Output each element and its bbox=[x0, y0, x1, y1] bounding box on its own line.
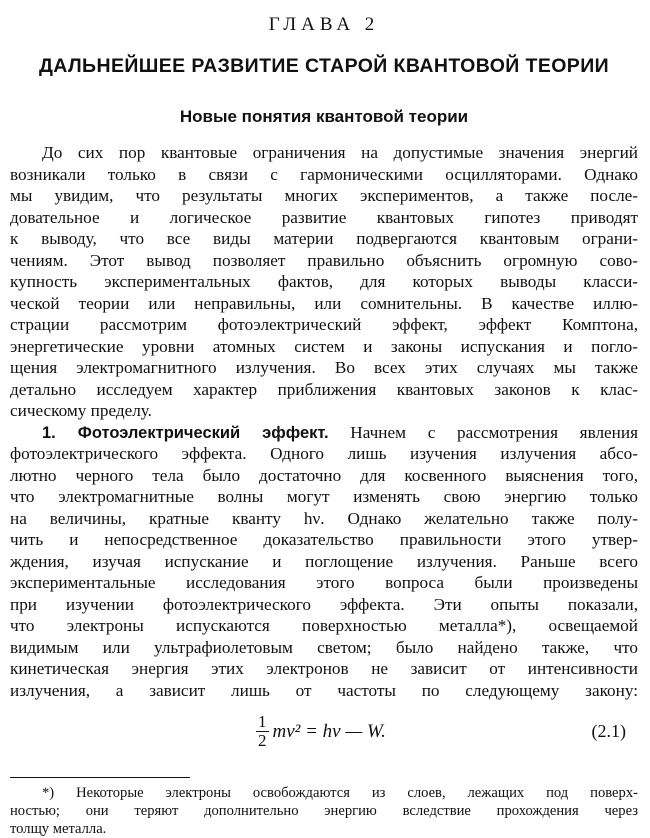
text-line: видимым или ультрафиолетовым светом; было найдено также, что bbox=[10, 637, 638, 657]
footnote-line: *) Некоторые электроны освобождаются из слоев, лежащих под поверх- bbox=[42, 785, 638, 801]
footnote-line: ностью; они теряют дополнительно энергию вследствие прохождения через bbox=[10, 803, 638, 819]
fraction bbox=[256, 713, 269, 750]
equation-text: mv² = hν — W. bbox=[272, 720, 386, 742]
text-line: мы увидим, что результаты многих экспериментов, а также после- bbox=[10, 186, 638, 205]
text-line: щения электромагнитного излучения. Во всех этих случаях мы также bbox=[10, 358, 638, 377]
text-line: лютно черного тела было достаточно для косвенного выяснения того, bbox=[10, 465, 638, 485]
subsection-heading: 1. Фотоэлектрический эффект. bbox=[42, 423, 329, 442]
body-text bbox=[10, 142, 638, 701]
text-line: страции рассмотрим фотоэлектрический эффект, эффект Комптона, bbox=[10, 315, 638, 334]
text-line: возникали только в связи с гармоническими осцилляторами. Однако bbox=[10, 164, 638, 184]
equation-body bbox=[256, 713, 386, 750]
text-line: что электроны испускаются поверхностью металла*), освещаемой bbox=[10, 616, 638, 635]
text-line: сическому пределу. bbox=[10, 401, 152, 420]
footnote-line: толщу металла. bbox=[10, 821, 107, 837]
text-line: экспериментальные исследования этого вопроса были произведены bbox=[10, 573, 638, 592]
text-line: излучения, а зависит лишь от частоты по следующему закону: bbox=[10, 680, 638, 700]
text-line: ждения, изучая испускание и поглощение излучения. Раньше всего bbox=[10, 551, 638, 571]
footnote-divider bbox=[10, 777, 190, 778]
text-line: что электромагнитные волны могут изменять свою энергию только bbox=[10, 487, 638, 506]
text-line: детально исследуем характер приближения квантовых законов к клас- bbox=[10, 379, 638, 399]
text-line: чить и непосредственное доказательство правильности этого утвер- bbox=[10, 530, 638, 549]
chapter-title: ДАЛЬНЕЙШЕЕ РАЗВИТИЕ СТАРОЙ КВАНТОВОЙ ТЕОРИИ bbox=[38, 55, 610, 77]
text-line: купность экспериментальных фактов, для которых выводы класси- bbox=[10, 272, 638, 291]
text-line: кинетическая энергия этих электронов не зависит от интенсивности bbox=[10, 659, 638, 678]
text-line: чениям. Этот вывод позволяет правильно объяснить огромную сово- bbox=[10, 250, 638, 270]
chapter-number: ГЛАВА 2 bbox=[268, 14, 380, 35]
text-line: при изучении фотоэлектрического эффекта. Эти опыты показали, bbox=[10, 594, 638, 614]
text-line: к выводу, что все виды материи подвергаются квантовым ограни- bbox=[10, 229, 638, 248]
text-line: До сих пор квантовые ограничения на допустимые значения энергий bbox=[42, 143, 638, 162]
equation bbox=[10, 707, 638, 757]
fraction-numerator: 1 bbox=[258, 712, 267, 731]
text-line: ческой теории или неправильны, или сомнительны. В качестве иллю- bbox=[10, 293, 638, 313]
text-line: довательное и логическое развитие квантовых гипотез приводят bbox=[10, 207, 638, 227]
equation-number: (2.1) bbox=[591, 721, 626, 741]
text-line: на величины, кратные кванту hν. Однако желательно также полу- bbox=[10, 508, 638, 528]
fraction-denominator: 2 bbox=[258, 731, 267, 750]
text-fragment: Начнем с рассмотрения явления bbox=[350, 422, 638, 442]
footnote bbox=[10, 784, 638, 838]
section-title: Новые понятия квантовой теории bbox=[179, 107, 469, 126]
text-line: фотоэлектрического эффекта. Одного лишь изучения излучения абсо- bbox=[10, 444, 638, 463]
subsection-line bbox=[10, 422, 638, 444]
text-line: энергетические уровни атомных систем и законы испускания и погло- bbox=[10, 336, 638, 356]
